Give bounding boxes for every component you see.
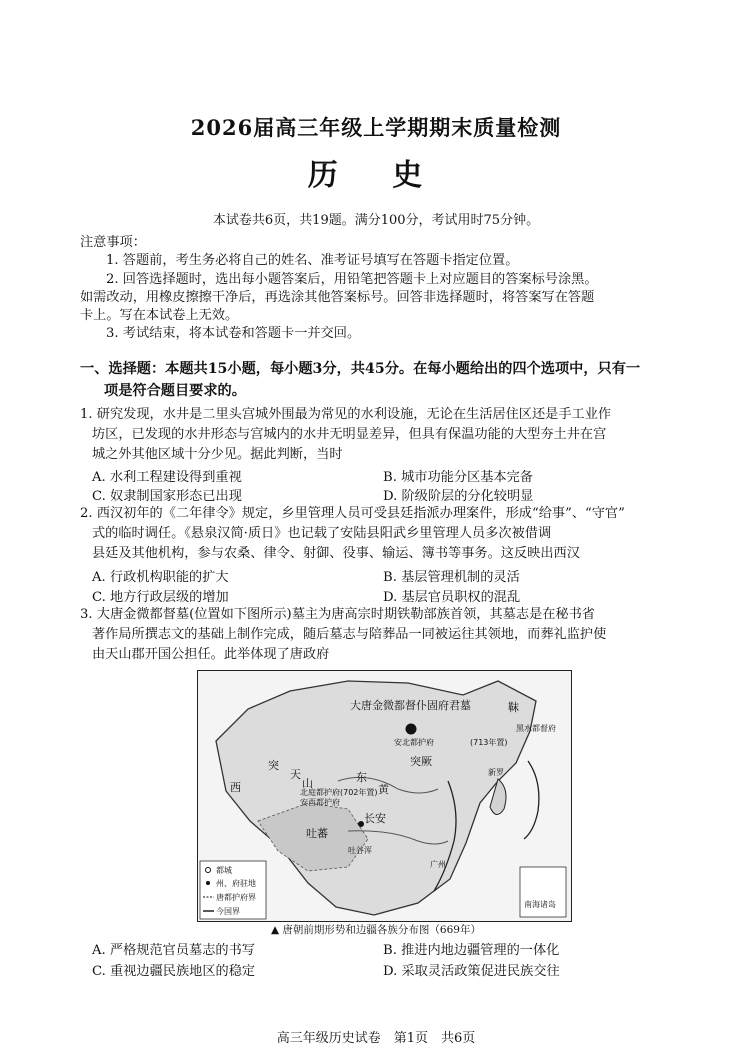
map-label-tubo: 吐蕃 (306, 827, 328, 840)
note-line-4: 卡上。写在本试卷上无效。 (80, 308, 239, 323)
q2-stem-line-2: 式的临时调任。《悬泉汉简·质日》也记载了安陆县阳武乡里管理人员多次被借调 (92, 526, 552, 541)
map-drawing (198, 671, 571, 921)
q1-stem-line-2: 坊区，已发现的水井形态与宫城内的水井无明显差异，但具有保温功能的大型夯土井在宫 (92, 427, 607, 442)
note-line-1: 1. 答题前，考生务必将自己的姓名、准考证号填写在答题卡指定位置。 (106, 253, 519, 268)
map-japan (524, 761, 539, 839)
map-label-changan: 长安 (364, 812, 386, 825)
exam-subject: 历 史 (307, 158, 445, 193)
map-caption: ▲ 唐朝前期形势和边疆各族分布图（669年） (271, 924, 481, 936)
q3-option-c[interactable]: C. 重视边疆民族地区的稳定 (92, 964, 256, 979)
page-footer: 高三年级历史试卷 第1页 共6页 (276, 1031, 476, 1046)
q2-option-a[interactable]: A. 行政机构职能的扩大 (92, 570, 229, 585)
q3-stem-line-2: 著作局所撰志文的基础上制作完成，随后墓志与陪葬品一同被运往其领地，而葬礼监护使 (92, 627, 607, 642)
tang-dynasty-map (197, 670, 572, 922)
legend-item-border: 今国界 (216, 907, 240, 916)
map-label-huanghe: 黄 (378, 783, 389, 796)
note-line-5: 3. 考试结束，将本试卷和答题卡一并交回。 (106, 326, 361, 341)
exam-title: 2026届高三年级上学期期末质量检测 (190, 115, 562, 140)
map-inset-label: 南海诸岛 (524, 900, 556, 909)
map-label-heishui: 黑水都督府 (516, 724, 556, 733)
q1-stem-line-1: 1. 研究发现，水井是二里头宫城外围最为常见的水利设施，无论在生活居住区还是手工业作 (80, 407, 612, 422)
q1-option-b[interactable]: B. 城市功能分区基本完备 (383, 470, 533, 485)
map-label-tianshan: 天 (290, 768, 301, 781)
q2-stem-line-3: 县廷及其他机构，参与农桑、律令、射御、役事、输运、簿书等事务。这反映出西汉 (92, 546, 580, 561)
map-label-xinluo: 新罗 (488, 768, 504, 777)
tomb-marker (406, 724, 417, 735)
section-heading-line-2: 项是符合题目要求的。 (104, 383, 246, 399)
legend-item-protectorate: 唐都护府界 (216, 893, 256, 902)
map-label-dong: 东 (356, 771, 367, 784)
note-line-2: 2. 回答选择题时，选出每小题答案后，用铅笔把答题卡上对应题目的答案标号涂黑。 (106, 272, 598, 287)
map-label-shan: 山 (302, 777, 313, 790)
map-label-tomb: 大唐金微都督仆固府君墓 (350, 699, 471, 712)
map-label-anbei: 安北都护府 (394, 738, 434, 747)
note-line-3: 如需改动，用橡皮擦擦干净后，再选涂其他答案标号。回答非选择题时，将答案写在答题 (80, 290, 595, 305)
q2-option-b[interactable]: B. 基层管理机制的灵活 (383, 570, 520, 585)
q3-option-a[interactable]: A. 严格规范官员墓志的书写 (92, 943, 255, 958)
q1-option-c[interactable]: C. 奴隶制国家形态已出现 (92, 489, 242, 504)
section-heading-line-1: 一、选择题：本题共15小题，每小题3分，共45分。在每小题给出的四个选项中，只有一 (80, 361, 641, 377)
map-label-tu: 突 (268, 759, 279, 772)
map-label-xi: 西 (230, 781, 241, 794)
legend-item-capital: 都城 (216, 866, 232, 875)
map-label-anxi: 安西都护府 (300, 798, 340, 807)
q2-stem-line-1: 2. 西汉初年的《二年律令》规定，乡里管理人员可受县廷指派办理案件，形成“给事”、“守官” (80, 506, 625, 521)
q1-option-a[interactable]: A. 水利工程建设得到重视 (92, 470, 242, 485)
exam-info: 本试卷共6页，共19题。满分100分，考试用时75分钟。 (212, 213, 540, 228)
q3-stem-line-1: 3. 大唐金微都督墓(位置如下图所示)墓主为唐高宗时期铁勒部族首领，其墓志是在秘书省 (80, 607, 595, 622)
legend-prefecture-icon (206, 881, 210, 885)
q2-option-d[interactable]: D. 基层官员职权的混乱 (383, 590, 521, 605)
q2-option-c[interactable]: C. 地方行政层级的增加 (92, 590, 229, 605)
q1-stem-line-3: 城之外其他区域十分少见。据此判断，当时 (92, 447, 343, 462)
map-inset-box (520, 867, 566, 917)
map-label-tujue: 突厥 (410, 755, 432, 768)
q1-option-d[interactable]: D. 阶级阶层的分化较明显 (383, 489, 534, 504)
map-label-mohe: 靺 (508, 701, 519, 714)
map-label-year713: (713年置) (470, 738, 508, 747)
q3-stem-line-3: 由天山郡开国公担任。此举体现了唐政府 (92, 647, 330, 662)
map-label-guangzhou: 广州 (430, 860, 446, 869)
legend-item-prefecture: 州、府驻地 (216, 879, 256, 888)
q3-option-b[interactable]: B. 推进内地边疆管理的一体化 (383, 943, 560, 958)
map-label-beiting: 北庭都护府(702年置) (300, 788, 378, 797)
map-label-tuyuhun: 吐谷浑 (348, 846, 372, 855)
notes-heading: 注意事项： (80, 235, 146, 250)
q3-option-d[interactable]: D. 采取灵活政策促进民族交往 (383, 964, 560, 979)
